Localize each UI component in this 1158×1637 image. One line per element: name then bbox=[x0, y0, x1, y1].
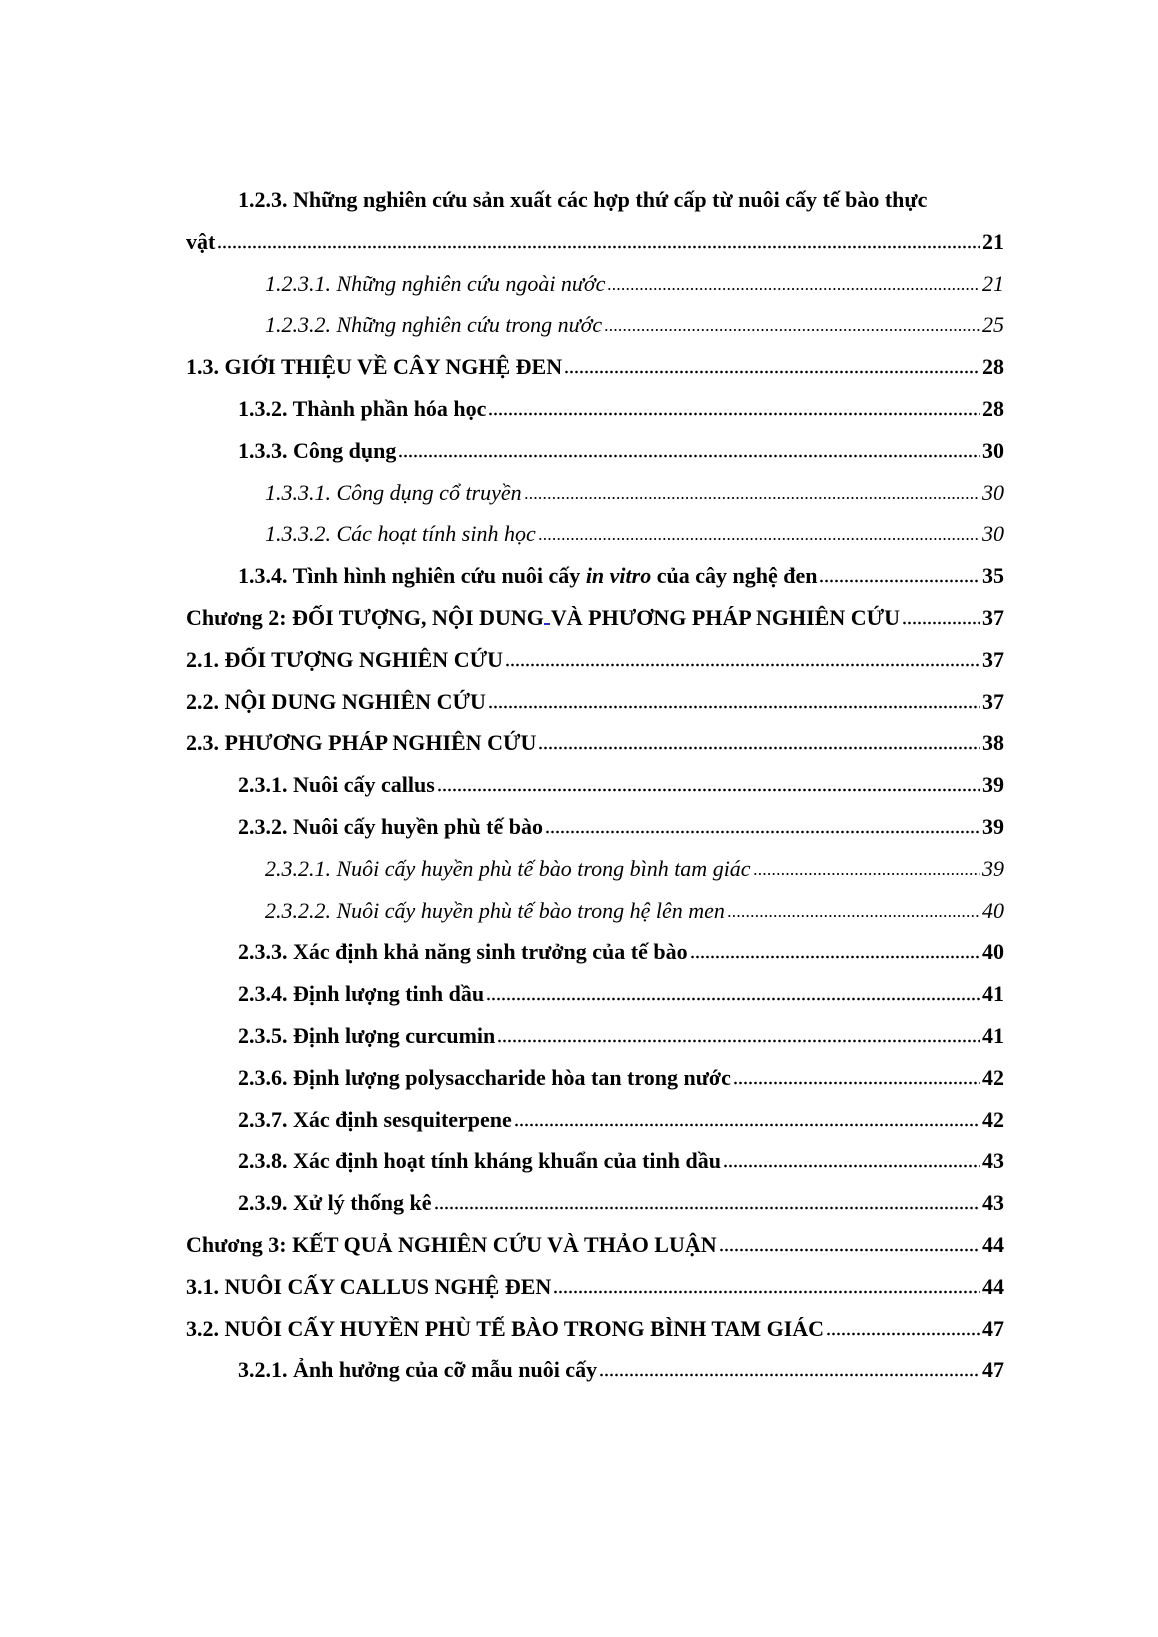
toc-page-number: 35 bbox=[982, 563, 1004, 589]
dot-leader bbox=[505, 661, 980, 667]
title-part: 1.3.4. Tình hình nghiên cứu nuôi cấy bbox=[238, 563, 586, 589]
toc-entry-title: 2.3.4. Định lượng tinh dầu bbox=[238, 981, 485, 1007]
title-italic-part: in vitro bbox=[585, 563, 652, 589]
toc-entry-title: 2.3.7. Xác định sesquiterpene bbox=[238, 1106, 512, 1132]
toc-page-number: 47 bbox=[982, 1315, 1004, 1341]
toc-entry-title: 1.2.3.2. Những nghiên cứu trong nước bbox=[265, 312, 603, 338]
toc-entry-title bbox=[238, 555, 817, 597]
toc-entry-title: 3.2. NUÔI CẤY HUYỀN PHÙ TẾ BÀO TRONG BÌNH TAM GIÁC bbox=[186, 1315, 825, 1341]
toc-page-number: 39 bbox=[982, 855, 1004, 881]
dot-leader bbox=[826, 1330, 980, 1336]
toc-entry[interactable] bbox=[186, 848, 1004, 890]
title-part: VÀ PHƯƠNG PHÁP NGHIÊN CỨU bbox=[550, 604, 901, 630]
dot-leader bbox=[538, 535, 980, 541]
toc-entry[interactable] bbox=[186, 263, 1004, 305]
toc-page-number: 30 bbox=[982, 521, 1004, 547]
toc-entry-title: 2.1. ĐỐI TƯỢNG NGHIÊN CỨU bbox=[186, 646, 503, 672]
toc-page-number: 41 bbox=[982, 1022, 1004, 1048]
toc-page-number: 44 bbox=[982, 1273, 1004, 1299]
toc-page-number: 30 bbox=[982, 479, 1004, 505]
toc-entry-title: 2.3.1. Nuôi cấy callus bbox=[238, 772, 435, 798]
toc-entry[interactable] bbox=[186, 1349, 1004, 1391]
toc-entry-title: 1.3. GIỚI THIỆU VỀ CÂY NGHỆ ĐEN bbox=[186, 354, 563, 380]
toc-entry[interactable] bbox=[186, 555, 1004, 597]
toc-page-number: 44 bbox=[982, 1231, 1004, 1257]
dot-leader bbox=[599, 1371, 980, 1377]
toc-entry-title: vật bbox=[186, 228, 216, 254]
toc-entry[interactable] bbox=[186, 1308, 1004, 1350]
toc-entry-title: 2.3.8. Xác định hoạt tính kháng khuẩn của tinh dầu bbox=[238, 1148, 721, 1174]
toc-entry[interactable] bbox=[186, 973, 1004, 1015]
toc-entry-title: 1.3.3. Công dụng bbox=[238, 437, 397, 463]
dot-leader bbox=[497, 1037, 980, 1043]
dot-leader bbox=[488, 410, 980, 416]
toc-entry[interactable] bbox=[186, 1140, 1004, 1182]
toc-page-number: 21 bbox=[982, 228, 1004, 254]
toc-entry[interactable] bbox=[186, 472, 1004, 514]
toc-entry[interactable] bbox=[186, 764, 1004, 806]
dot-leader bbox=[607, 285, 980, 291]
toc-page-number: 42 bbox=[982, 1064, 1004, 1090]
dot-leader bbox=[733, 1079, 980, 1085]
dot-leader bbox=[514, 1121, 980, 1127]
toc-entry[interactable] bbox=[186, 1182, 1004, 1224]
toc-entry[interactable] bbox=[186, 1224, 1004, 1266]
toc-entry[interactable] bbox=[186, 597, 1004, 639]
toc-entry-title: 2.3.6. Định lượng polysaccharide hòa tan trong nước bbox=[238, 1064, 731, 1090]
toc-page-number: 43 bbox=[982, 1148, 1004, 1174]
dot-leader bbox=[553, 1288, 980, 1294]
toc-entry[interactable] bbox=[186, 722, 1004, 764]
toc-entry[interactable] bbox=[186, 1099, 1004, 1141]
toc-entry[interactable] bbox=[186, 681, 1004, 723]
toc-entry-title bbox=[186, 597, 900, 639]
toc-page-number: 25 bbox=[982, 312, 1004, 338]
toc-entry[interactable] bbox=[186, 513, 1004, 555]
toc-entry[interactable] bbox=[186, 1057, 1004, 1099]
dot-leader bbox=[398, 452, 980, 458]
toc-page-number: 28 bbox=[982, 354, 1004, 380]
dot-leader bbox=[524, 494, 980, 500]
toc-entry-title: 1.3.3.2. Các hoạt tính sinh học bbox=[265, 521, 536, 547]
toc-page-number: 41 bbox=[982, 981, 1004, 1007]
toc-page-number: 38 bbox=[982, 730, 1004, 756]
toc-page-number: 47 bbox=[982, 1357, 1004, 1383]
toc-entry-title: 2.3.2. Nuôi cấy huyền phù tế bào bbox=[238, 813, 544, 839]
toc-page-number: 37 bbox=[982, 688, 1004, 714]
toc-entry[interactable] bbox=[186, 1266, 1004, 1308]
toc-entry-title: 1.2.3. Những nghiên cứu sản xuất các hợp thứ cấp từ nuôi cấy tế bào thực bbox=[238, 187, 928, 212]
toc-page-number: 30 bbox=[982, 437, 1004, 463]
toc-entry-title: 2.3.9. Xử lý thống kê bbox=[238, 1190, 432, 1216]
toc-page-number: 40 bbox=[982, 939, 1004, 965]
dot-leader bbox=[753, 870, 980, 876]
toc-entry[interactable] bbox=[186, 931, 1004, 973]
toc-entry-title: 2.3.2.2. Nuôi cấy huyền phù tế bào trong hệ lên men bbox=[265, 897, 725, 923]
dot-leader bbox=[819, 577, 980, 583]
toc-entry-title: 2.3.3. Xác định khả năng sinh trưởng của tế bào bbox=[238, 939, 688, 965]
dot-leader bbox=[486, 995, 980, 1001]
table-of-contents bbox=[186, 179, 1004, 1391]
toc-entry[interactable] bbox=[186, 346, 1004, 388]
toc-entry-title: 3.1. NUÔI CẤY CALLUS NGHỆ ĐEN bbox=[186, 1273, 552, 1299]
toc-entry-title: 1.3.3.1. Công dụng cổ truyền bbox=[265, 479, 522, 505]
dot-leader bbox=[545, 828, 980, 834]
dot-leader bbox=[564, 368, 980, 374]
toc-entry[interactable] bbox=[186, 806, 1004, 848]
toc-entry-title: 1.2.3.1. Những nghiên cứu ngoài nước bbox=[265, 270, 606, 296]
toc-entry-title: Chương 3: KẾT QUẢ NGHIÊN CỨU VÀ THẢO LUẬN bbox=[186, 1231, 717, 1257]
toc-page-number: 28 bbox=[982, 395, 1004, 421]
toc-entry[interactable] bbox=[186, 639, 1004, 681]
dot-leader bbox=[727, 912, 980, 918]
toc-entry[interactable] bbox=[186, 890, 1004, 932]
toc-entry-title: 2.3.5. Định lượng curcumin bbox=[238, 1022, 496, 1048]
toc-entry-continuation[interactable] bbox=[186, 221, 1004, 263]
toc-entry-title: 2.3.2.1. Nuôi cấy huyền phù tế bào trong bình tam giác bbox=[265, 855, 751, 881]
toc-entry[interactable] bbox=[186, 430, 1004, 472]
toc-page-number: 42 bbox=[982, 1106, 1004, 1132]
dot-leader bbox=[719, 1246, 980, 1252]
dot-leader bbox=[217, 243, 980, 249]
toc-entry-title: 2.2. NỘI DUNG NGHIÊN CỨU bbox=[186, 688, 486, 714]
toc-page-number: 37 bbox=[982, 604, 1004, 630]
toc-page-number: 37 bbox=[982, 646, 1004, 672]
dot-leader bbox=[434, 1204, 981, 1210]
toc-page-number: 39 bbox=[982, 772, 1004, 798]
toc-entry[interactable] bbox=[186, 388, 1004, 430]
dot-leader bbox=[538, 744, 980, 750]
toc-entry-title: 2.3. PHƯƠNG PHÁP NGHIÊN CỨU bbox=[186, 730, 537, 756]
dot-leader bbox=[437, 786, 980, 792]
title-part: của cây nghệ đen bbox=[651, 563, 818, 589]
toc-entry-title: 3.2.1. Ảnh hưởng của cỡ mẫu nuôi cấy bbox=[238, 1357, 598, 1383]
title-part: Chương 2: ĐỐI TƯỢNG, NỘI DUNG bbox=[186, 604, 544, 630]
toc-entry[interactable] bbox=[186, 304, 1004, 346]
toc-page-number: 43 bbox=[982, 1190, 1004, 1216]
toc-entry[interactable] bbox=[186, 179, 1004, 221]
toc-page-number: 39 bbox=[982, 813, 1004, 839]
dot-leader bbox=[902, 619, 980, 625]
toc-entry[interactable] bbox=[186, 1015, 1004, 1057]
toc-entry-title: 1.3.2. Thành phần hóa học bbox=[238, 395, 487, 421]
dot-leader bbox=[604, 326, 980, 332]
cursor-mark bbox=[544, 623, 550, 625]
dot-leader bbox=[488, 703, 980, 709]
toc-page-number: 40 bbox=[982, 897, 1004, 923]
toc-page-number: 21 bbox=[982, 270, 1004, 296]
dot-leader bbox=[723, 1162, 980, 1168]
dot-leader bbox=[690, 953, 980, 959]
